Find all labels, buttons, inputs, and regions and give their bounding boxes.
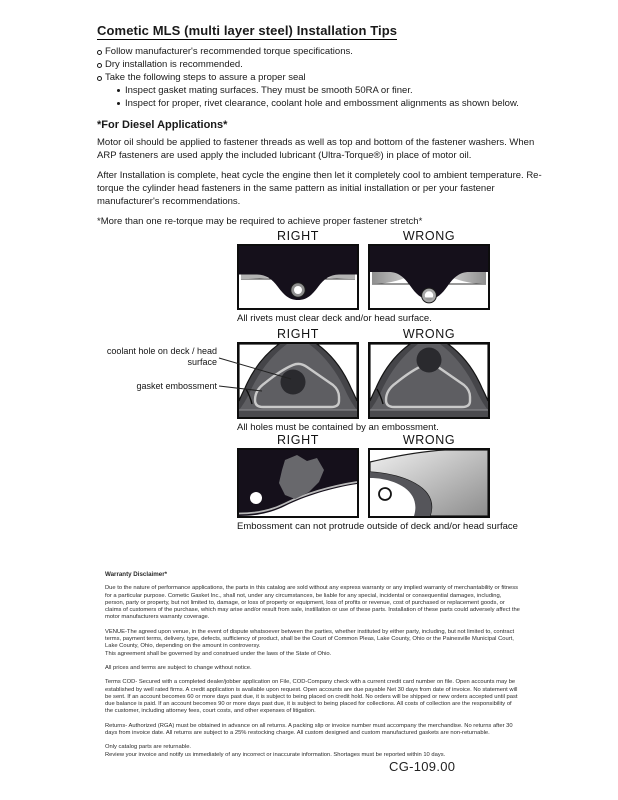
warranty-paragraph: Due to the nature of performance applications, the parts in this catalog are sold without any express warranty or any implied warranty of merchantability or fitness for a particular purpose. Cometic Gasket Inc., shall not, under any circumstances, be liable for any special, incidental or consequential damages, including, person, party or property, but not limited to, damage, or loss of property or equipment, loss of profits or revenue, cost of purchased or replacement goods, or claims of customers of the purchase, which may arise and/or result from sale, instillation or use of these parts. Installation of these parts could adversely affect the motor manufacturers warranty coverage. <box>105 585 520 621</box>
embossment-right-diagram <box>237 448 359 518</box>
page-title: Cometic MLS (multi layer steel) Installation Tips <box>97 23 398 38</box>
warranty-heading: Warranty Disclaimer* <box>105 571 168 578</box>
warranty-paragraph: Terms COD- Secured with a completed dealer/jobber application on File, COD-Company check with a current credit card number on file. Open accounts may be established by well rated firms. A credit application is available upon request. Open accounts are due payable Net 30 days from date of invoice. No statement will be sent. If an account becomes 60 or more days past due, it is subject to being placed on credit hold. No orders will be shipped or new orders accepted until past due balance is paid. If an account becomes 90 or more days past due, it is subject to being placed for collections. All costs of collection are the responsibility of the customer, including attorney fees, court costs, and other expenses of litigation. <box>105 679 518 715</box>
gasket-embossment-label: gasket embossment <box>136 381 217 391</box>
coolant-hole-icon <box>281 370 306 395</box>
circle-bullet-icon <box>97 76 102 81</box>
embossment-wrong-drawing <box>370 450 488 516</box>
dot-bullet-icon <box>117 102 120 105</box>
wrong-label: WRONG <box>402 433 456 447</box>
circle-bullet-icon <box>97 50 102 55</box>
tips-list <box>97 45 557 110</box>
figure-embossment-protrusion <box>237 433 618 532</box>
hole-icon <box>250 492 262 504</box>
paragraph: Motor oil should be applied to fastener threads as well as top and bottom of the fastener washers. When ARP fasteners are used apply the included lubricant (Ultra-Torque®) in place of motor oil. <box>97 137 535 161</box>
hole-wrong-diagram <box>368 342 490 419</box>
dot-bullet-icon <box>117 89 120 92</box>
warranty-paragraph: Returns- Authorized (RGA) must be obtained in advance on all returns. A packing slip or invoice number must accompany the merchandise. No returns after 30 days from invoice date. All returns are subject to a 25% restocking charge. All custom designed and custom manufactured gaskets are non-returnable. <box>105 722 513 737</box>
list-item-text: Inspect gasket mating surfaces. They must be smooth 50RA or finer. <box>125 85 413 96</box>
rivet-wrong-diagram <box>368 244 490 310</box>
coolant-hole-icon <box>417 348 442 373</box>
list-item <box>97 58 557 71</box>
embossment-wrong-diagram <box>368 448 490 518</box>
embossment-right-drawing <box>239 450 357 516</box>
right-label: RIGHT <box>277 229 319 243</box>
figure-hole-embossment <box>97 327 521 433</box>
note-text: *More than one re-torque may be required to achieve proper fastener stretch* <box>97 216 423 227</box>
figure-rivet-clearance <box>237 229 618 324</box>
section-heading: *For Diesel Applications* <box>97 119 228 131</box>
list-item-text: Dry installation is recommended. <box>105 59 243 70</box>
list-item-text: Follow manufacturer's recommended torque specifications. <box>105 46 353 57</box>
warranty-paragraph: VENUE-The agreed upon venue, in the event of dispute whatsoever between the parties, whether instituted by either party, including, but not limited to, contract terms, payment terms, delivery, type, defects, sufficiency of product, shall be the Court of Common Pleas, Lake County, Ohio or the Painesville Municipal Court, Lake County, Ohio, depending on the amount in controversy. This agreement shall be governed by and construed under the laws of the State of Ohio. <box>105 628 515 657</box>
warranty-paragraph: All prices and terms are subject to change without notice. <box>105 664 252 671</box>
figure-caption: Embossment can not protrude outside of deck and/or head surface <box>237 520 518 532</box>
hole-wrong-drawing <box>370 344 488 417</box>
rivet-right-diagram <box>237 244 359 310</box>
list-item <box>97 45 557 58</box>
right-label: RIGHT <box>277 327 319 341</box>
paragraph: After Installation is complete, heat cycle the engine then let it completely cool to ambient temperature. Re-torque the cylinder head fasteners in the same pattern as initial installation or per your fastener manufacturer's recommendations. <box>97 170 542 207</box>
circle-bullet-icon <box>97 63 102 68</box>
list-item <box>97 71 557 84</box>
list-item-text: Inspect for proper, rivet clearance, coolant hole and embossment alignments as shown below. <box>125 98 519 109</box>
warranty-section <box>105 571 521 766</box>
list-item-text: Take the following steps to assure a proper seal <box>105 72 306 83</box>
rivet-right-drawing <box>239 246 357 308</box>
list-item <box>117 84 557 97</box>
figure-caption: All holes must be contained by an embossment. <box>237 421 439 433</box>
rivet-wrong-drawing <box>370 246 488 308</box>
wrong-label: WRONG <box>402 327 456 341</box>
list-item <box>117 97 557 110</box>
warranty-paragraph: Only catalog parts are returnable. Review your invoice and notify us immediately of any incorrect or inaccurate information. Shortages must be reported within 10 days. <box>105 744 446 758</box>
hole-right-drawing <box>239 344 357 417</box>
right-label: RIGHT <box>277 433 319 447</box>
page-code: CG-109.00 <box>389 759 456 774</box>
figure-caption: All rivets must clear deck and/or head surface. <box>237 312 432 324</box>
hole-right-diagram <box>237 342 359 419</box>
wrong-label: WRONG <box>402 229 456 243</box>
diesel-section <box>97 119 549 235</box>
coolant-hole-label: coolant hole on deck / head surface <box>106 346 217 367</box>
hole-icon <box>379 488 391 500</box>
